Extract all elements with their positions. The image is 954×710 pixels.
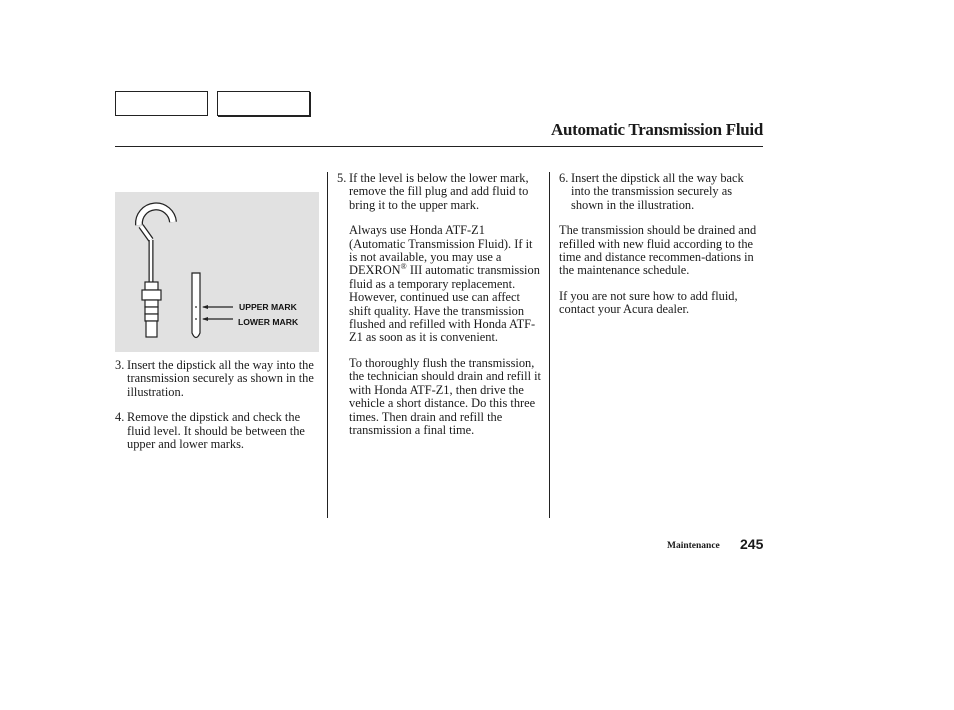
dipstick-illustration	[115, 192, 319, 352]
dealer-contact-paragraph: If you are not sure how to add fluid, contact your Acura dealer.	[559, 288, 738, 317]
step-6	[559, 172, 765, 212]
step-number: 5.	[337, 171, 347, 185]
step-4	[115, 411, 317, 451]
upper-mark-label: UPPER MARK	[239, 302, 297, 312]
column-divider-2	[549, 172, 550, 518]
registered-mark: ®	[400, 262, 407, 272]
drain-schedule-paragraph: The transmission should be drained and refilled with new fluid according to the time and distance recommen-dations in the maintenance schedule.	[559, 223, 757, 278]
step-5	[337, 172, 543, 212]
page-title: Automatic Transmission Fluid	[550, 120, 763, 139]
lower-mark-label: LOWER MARK	[238, 317, 299, 327]
step-text: Remove the dipstick and check the fluid level. It should be between the upper and lower marks.	[127, 410, 305, 452]
step-number: 6.	[559, 171, 569, 185]
step-3	[115, 359, 317, 399]
paragraph-text-a: Always use Honda ATF-Z1 (Automatic Transmission Fluid). If it is not available, you may use a DEXRON	[349, 223, 533, 278]
step-text: Insert the dipstick all the way back into the transmission securely as shown in the illustration.	[571, 171, 744, 212]
column-3	[559, 172, 765, 329]
next-section-button[interactable]	[217, 91, 310, 116]
column-divider-1	[327, 172, 328, 518]
step-text: Insert the dipstick all the way into the transmission securely as shown in the illustration.	[127, 358, 314, 399]
title-divider	[115, 146, 763, 147]
flush-procedure-paragraph: To thoroughly flush the transmission, the technician should drain and refill it with Honda ATF-Z1, then drive the vehicle a short distance. Do this three times. Then drain and refill the transmission a final time.	[349, 355, 541, 437]
page-number: 245	[740, 536, 764, 552]
column-1	[115, 359, 317, 463]
step-number: 3.	[115, 358, 125, 372]
step-number: 4.	[115, 410, 125, 425]
footer-section-name: Maintenance	[667, 541, 720, 551]
step-text: If the level is below the lower mark, remove the fill plug and add fluid to bring it to the upper mark.	[349, 171, 529, 212]
previous-section-button[interactable]	[115, 91, 208, 116]
paragraph-text-b: III automatic transmission fluid as a temporary replacement. However, continued use can affect shift quality. Have the transmission flushed and refilled with Honda ATF-Z1 as soon as it is convenient.	[349, 263, 540, 345]
column-2	[337, 172, 543, 449]
dipstick-drawing	[115, 192, 319, 352]
fluid-recommendation-paragraph	[337, 224, 543, 345]
